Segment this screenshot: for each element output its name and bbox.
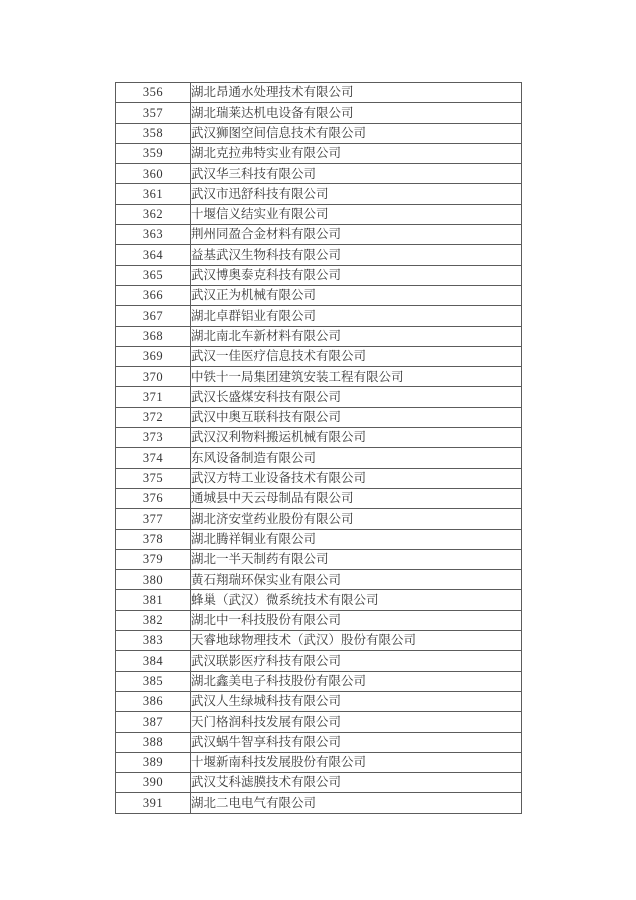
company-name-cell: 湖北克拉弗特实业有限公司 xyxy=(191,143,522,163)
table-row xyxy=(116,428,522,448)
company-name-cell: 中铁十一局集团建筑安装工程有限公司 xyxy=(191,367,522,387)
company-name-cell: 武汉人生绿城科技有限公司 xyxy=(191,691,522,711)
company-name-cell: 湖北昂通水处理技术有限公司 xyxy=(191,83,522,103)
table-row xyxy=(116,225,522,245)
table-row xyxy=(116,123,522,143)
table-row xyxy=(116,570,522,590)
table-row xyxy=(116,488,522,508)
row-number-cell: 377 xyxy=(116,509,191,529)
table-row xyxy=(116,590,522,610)
table-row xyxy=(116,691,522,711)
company-name-cell: 湖北南北车新材料有限公司 xyxy=(191,326,522,346)
table-row xyxy=(116,103,522,123)
row-number-cell: 380 xyxy=(116,570,191,590)
table-row xyxy=(116,752,522,772)
row-number-cell: 389 xyxy=(116,752,191,772)
row-number-cell: 359 xyxy=(116,143,191,163)
company-name-cell: 湖北济安堂药业股份有限公司 xyxy=(191,509,522,529)
table-row xyxy=(116,265,522,285)
company-name-cell: 十堰新南科技发展股份有限公司 xyxy=(191,752,522,772)
company-name-cell: 湖北鑫美电子科技股份有限公司 xyxy=(191,671,522,691)
company-table-body xyxy=(116,83,522,814)
table-row xyxy=(116,651,522,671)
row-number-cell: 378 xyxy=(116,529,191,549)
company-name-cell: 武汉市迅舒科技有限公司 xyxy=(191,184,522,204)
row-number-cell: 357 xyxy=(116,103,191,123)
company-name-cell: 荆州同盈合金材料有限公司 xyxy=(191,225,522,245)
row-number-cell: 358 xyxy=(116,123,191,143)
table-row xyxy=(116,407,522,427)
table-row xyxy=(116,631,522,651)
row-number-cell: 365 xyxy=(116,265,191,285)
row-number-cell: 364 xyxy=(116,245,191,265)
company-name-cell: 湖北卓群铝业有限公司 xyxy=(191,306,522,326)
row-number-cell: 384 xyxy=(116,651,191,671)
row-number-cell: 366 xyxy=(116,285,191,305)
company-name-cell: 湖北一半天制药有限公司 xyxy=(191,549,522,569)
company-name-cell: 武汉正为机械有限公司 xyxy=(191,285,522,305)
table-row xyxy=(116,468,522,488)
table-row xyxy=(116,671,522,691)
company-name-cell: 东风设备制造有限公司 xyxy=(191,448,522,468)
table-row xyxy=(116,732,522,752)
company-name-cell: 通城县中天云母制品有限公司 xyxy=(191,488,522,508)
company-name-cell: 湖北腾祥铜业有限公司 xyxy=(191,529,522,549)
row-number-cell: 372 xyxy=(116,407,191,427)
company-name-cell: 湖北中一科技股份有限公司 xyxy=(191,610,522,630)
company-name-cell: 武汉汉利物料搬运机械有限公司 xyxy=(191,428,522,448)
row-number-cell: 356 xyxy=(116,83,191,103)
row-number-cell: 383 xyxy=(116,631,191,651)
table-row xyxy=(116,549,522,569)
company-name-cell: 武汉中奥互联科技有限公司 xyxy=(191,407,522,427)
row-number-cell: 360 xyxy=(116,164,191,184)
row-number-cell: 385 xyxy=(116,671,191,691)
table-row xyxy=(116,448,522,468)
company-name-cell: 天门格润科技发展有限公司 xyxy=(191,712,522,732)
company-name-cell: 武汉艾科滤膜技术有限公司 xyxy=(191,773,522,793)
table-row xyxy=(116,143,522,163)
company-name-cell: 武汉方特工业设备技术有限公司 xyxy=(191,468,522,488)
table-row xyxy=(116,610,522,630)
company-name-cell: 天睿地球物理技术（武汉）股份有限公司 xyxy=(191,631,522,651)
company-list-table xyxy=(115,82,522,814)
table-row xyxy=(116,773,522,793)
row-number-cell: 382 xyxy=(116,610,191,630)
row-number-cell: 388 xyxy=(116,732,191,752)
table-row xyxy=(116,285,522,305)
company-name-cell: 益基武汉生物科技有限公司 xyxy=(191,245,522,265)
company-name-cell: 武汉蜗牛智享科技有限公司 xyxy=(191,732,522,752)
row-number-cell: 374 xyxy=(116,448,191,468)
row-number-cell: 367 xyxy=(116,306,191,326)
row-number-cell: 390 xyxy=(116,773,191,793)
row-number-cell: 379 xyxy=(116,549,191,569)
company-name-cell: 十堰信义结实业有限公司 xyxy=(191,204,522,224)
company-name-cell: 黄石翔瑞环保实业有限公司 xyxy=(191,570,522,590)
company-name-cell: 武汉长盛煤安科技有限公司 xyxy=(191,387,522,407)
row-number-cell: 391 xyxy=(116,793,191,813)
row-number-cell: 368 xyxy=(116,326,191,346)
table-row xyxy=(116,712,522,732)
company-name-cell: 武汉博奥泰克科技有限公司 xyxy=(191,265,522,285)
company-name-cell: 蜂巢（武汉）微系统技术有限公司 xyxy=(191,590,522,610)
table-row xyxy=(116,184,522,204)
row-number-cell: 386 xyxy=(116,691,191,711)
company-name-cell: 湖北二电电气有限公司 xyxy=(191,793,522,813)
row-number-cell: 387 xyxy=(116,712,191,732)
table-row xyxy=(116,204,522,224)
table-row xyxy=(116,306,522,326)
row-number-cell: 373 xyxy=(116,428,191,448)
row-number-cell: 361 xyxy=(116,184,191,204)
row-number-cell: 381 xyxy=(116,590,191,610)
row-number-cell: 370 xyxy=(116,367,191,387)
table-row xyxy=(116,387,522,407)
row-number-cell: 363 xyxy=(116,225,191,245)
table-row xyxy=(116,367,522,387)
table-row xyxy=(116,83,522,103)
company-name-cell: 武汉华三科技有限公司 xyxy=(191,164,522,184)
table-row xyxy=(116,793,522,813)
table-row xyxy=(116,164,522,184)
table-row xyxy=(116,509,522,529)
row-number-cell: 375 xyxy=(116,468,191,488)
table-row xyxy=(116,326,522,346)
table-row xyxy=(116,245,522,265)
row-number-cell: 369 xyxy=(116,346,191,366)
row-number-cell: 362 xyxy=(116,204,191,224)
table-row xyxy=(116,346,522,366)
row-number-cell: 376 xyxy=(116,488,191,508)
company-name-cell: 武汉狮图空间信息技术有限公司 xyxy=(191,123,522,143)
company-name-cell: 武汉联影医疗科技有限公司 xyxy=(191,651,522,671)
table-row xyxy=(116,529,522,549)
company-name-cell: 湖北瑞莱达机电设备有限公司 xyxy=(191,103,522,123)
company-name-cell: 武汉一佳医疗信息技术有限公司 xyxy=(191,346,522,366)
row-number-cell: 371 xyxy=(116,387,191,407)
